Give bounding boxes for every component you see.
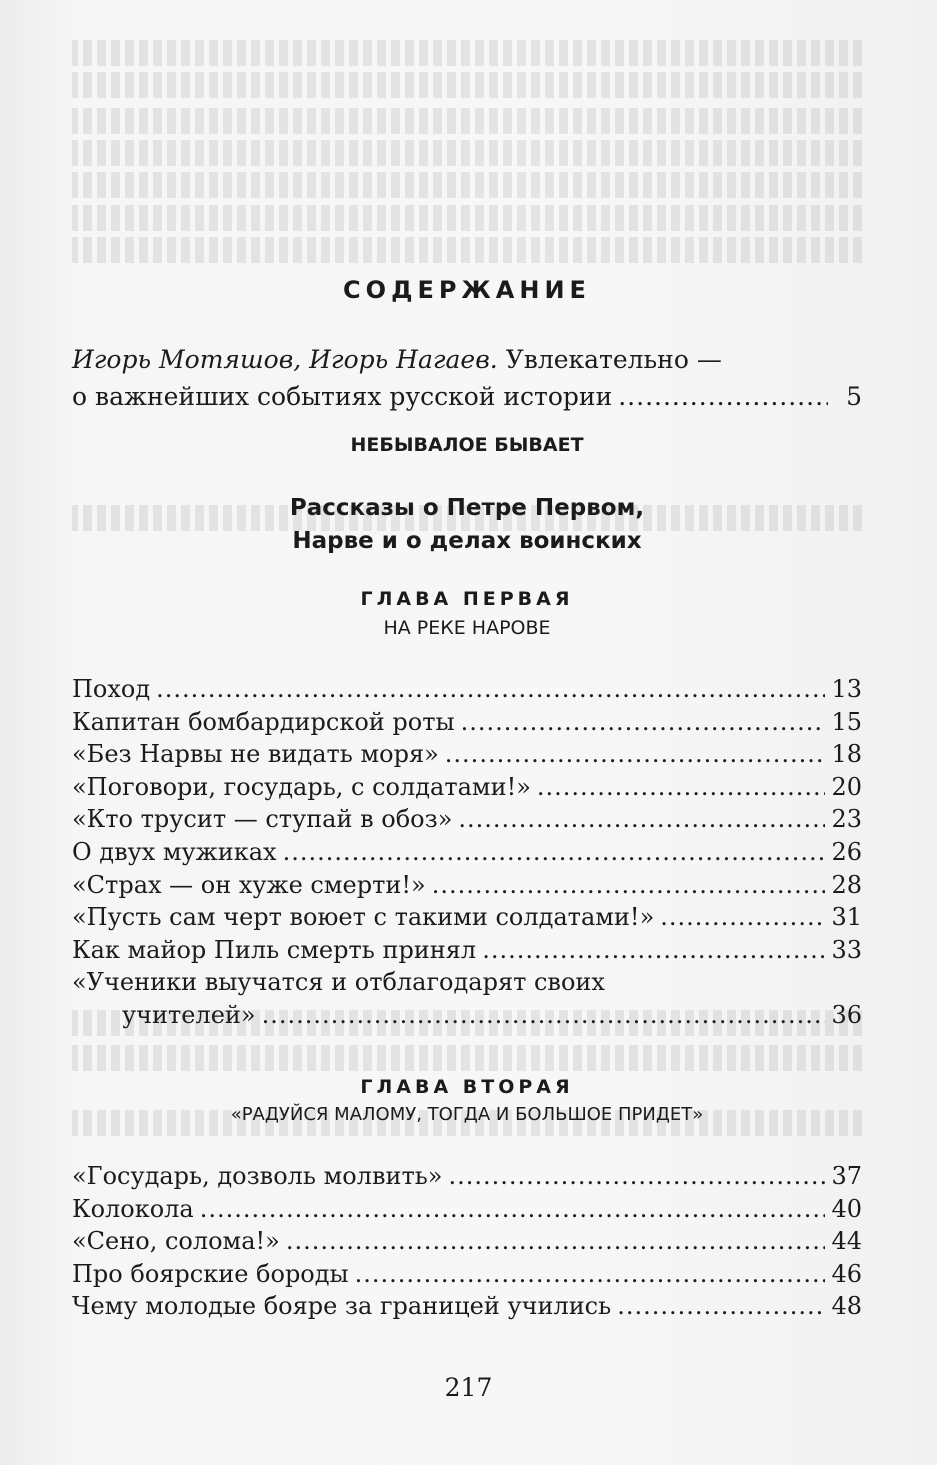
toc-entry-title: «Ученики выучатся и отблагодарят своих [72, 968, 605, 997]
toc-entry-title: Про боярские бороды [72, 1259, 349, 1288]
toc-entry-title: «Без Нарвы не видать моря» [72, 740, 439, 769]
dot-leader [660, 903, 825, 931]
toc-entry-title: О двух мужиках [72, 837, 277, 866]
toc-entry[interactable] [72, 968, 862, 1001]
toc-entry[interactable] [72, 871, 862, 904]
section-heading: НЕБЫВАЛОЕ БЫВАЕТ [350, 434, 584, 456]
dot-leader [432, 871, 826, 899]
show-through-line [72, 40, 862, 66]
toc-entry[interactable] [72, 675, 862, 708]
toc-entry-title: «Поговори, государь, с солдатами!» [72, 772, 531, 801]
preface-page: 5 [846, 382, 862, 411]
toc-entry[interactable] [72, 1260, 862, 1293]
dot-leader [445, 740, 826, 768]
toc-entry-title-cont: учителей» [122, 1000, 256, 1029]
show-through-line [72, 108, 862, 134]
show-through-line [72, 1045, 862, 1071]
toc-entry-page: 33 [831, 935, 862, 964]
preface-title-part1: Увлекательно — [505, 345, 722, 374]
chapter-1-label: ГЛАВА ПЕРВАЯ [360, 588, 574, 610]
chapter-1-name: НА РЕКЕ НАРОВЕ [383, 617, 551, 639]
chapter-1-entries [72, 675, 862, 1034]
toc-entry-page: 44 [831, 1227, 862, 1256]
toc-entry-title: Как майор Пиль смерть принял [72, 935, 477, 964]
dot-leader [448, 1162, 825, 1190]
toc-entry-page: 15 [831, 707, 862, 736]
dot-leader [537, 773, 826, 801]
page-title: СОДЕРЖАНИЕ [343, 276, 591, 304]
toc-entry[interactable] [72, 1195, 862, 1228]
toc-entry-title: Поход [72, 675, 151, 703]
preface-authors: Игорь Мотяшов, Игорь Нагаев. [72, 345, 498, 374]
chapter-2-name: «РАДУЙСЯ МАЛОМУ, ТОГДА И БОЛЬШОЕ ПРИДЕТ» [230, 1104, 704, 1125]
toc-entry-page: 13 [831, 675, 862, 703]
toc-entry-page: 31 [831, 903, 862, 932]
toc-entry-title: Капитан бомбардирской роты [72, 707, 455, 736]
preface-title-part2: о важнейших событиях русской истории [72, 382, 613, 411]
dot-leader [355, 1260, 826, 1288]
toc-entry[interactable] [72, 1162, 862, 1195]
dot-leader [286, 1227, 826, 1255]
toc-entry-page: 20 [831, 772, 862, 801]
dot-leader [200, 1195, 826, 1223]
chapter-2-entries [72, 1162, 862, 1325]
show-through-line [72, 140, 862, 166]
toc-entry[interactable] [72, 903, 862, 936]
dot-leader [458, 805, 825, 833]
toc-entry-title: «Кто трусит — ступай в обоз» [72, 805, 453, 834]
show-through-line [72, 237, 862, 263]
toc-entry[interactable] [72, 936, 862, 969]
toc-entry[interactable] [72, 773, 862, 806]
toc-entry-page: 36 [831, 1000, 862, 1029]
toc-entry[interactable] [72, 740, 862, 773]
show-through-line [72, 205, 862, 231]
chapter-2-label: ГЛАВА ВТОРАЯ [360, 1076, 574, 1098]
toc-entry-page: 23 [831, 805, 862, 834]
toc-entry-title: «Сено, солома!» [72, 1227, 280, 1256]
toc-entry[interactable] [72, 838, 862, 871]
toc-entry-title: «Страх — он хуже смерти!» [72, 870, 426, 899]
dot-leader [618, 378, 828, 415]
toc-entry-page: 18 [831, 740, 862, 769]
toc-entry-continuation[interactable] [72, 1001, 862, 1034]
toc-entry-page: 46 [831, 1259, 862, 1288]
toc-entry-title: Колокола [72, 1194, 194, 1223]
dot-leader [262, 1001, 826, 1029]
section-subtitle [72, 492, 862, 558]
toc-entry-page: 26 [831, 837, 862, 866]
toc-entry[interactable] [72, 1227, 862, 1260]
toc-entry-title: «Пусть сам черт воюет с такими солдатами!» [72, 903, 655, 932]
toc-entry[interactable] [72, 708, 862, 741]
preface-entry [72, 341, 862, 415]
show-through-line [72, 172, 862, 198]
toc-entry-page: 37 [831, 1162, 862, 1190]
toc-entry-page: 28 [831, 870, 862, 899]
toc-entry[interactable] [72, 1292, 862, 1325]
toc-entry-page: 40 [831, 1194, 862, 1223]
page-number: 217 [444, 1373, 493, 1402]
toc-entry-title: «Государь, дозволь молвить» [72, 1162, 443, 1190]
dot-leader [156, 675, 825, 703]
dot-leader [617, 1292, 825, 1320]
dot-leader [461, 708, 826, 736]
toc-entry-title: Чему молодые бояре за границей учились [72, 1292, 612, 1321]
show-through-line [72, 72, 862, 98]
section-subtitle-line2: Нарве и о делах воинских [292, 528, 642, 554]
dot-leader [482, 936, 825, 964]
toc-entry[interactable] [72, 805, 862, 838]
section-subtitle-line1: Рассказы о Петре Первом, [289, 495, 645, 521]
dot-leader [283, 838, 826, 866]
toc-entry-page: 48 [831, 1292, 862, 1321]
